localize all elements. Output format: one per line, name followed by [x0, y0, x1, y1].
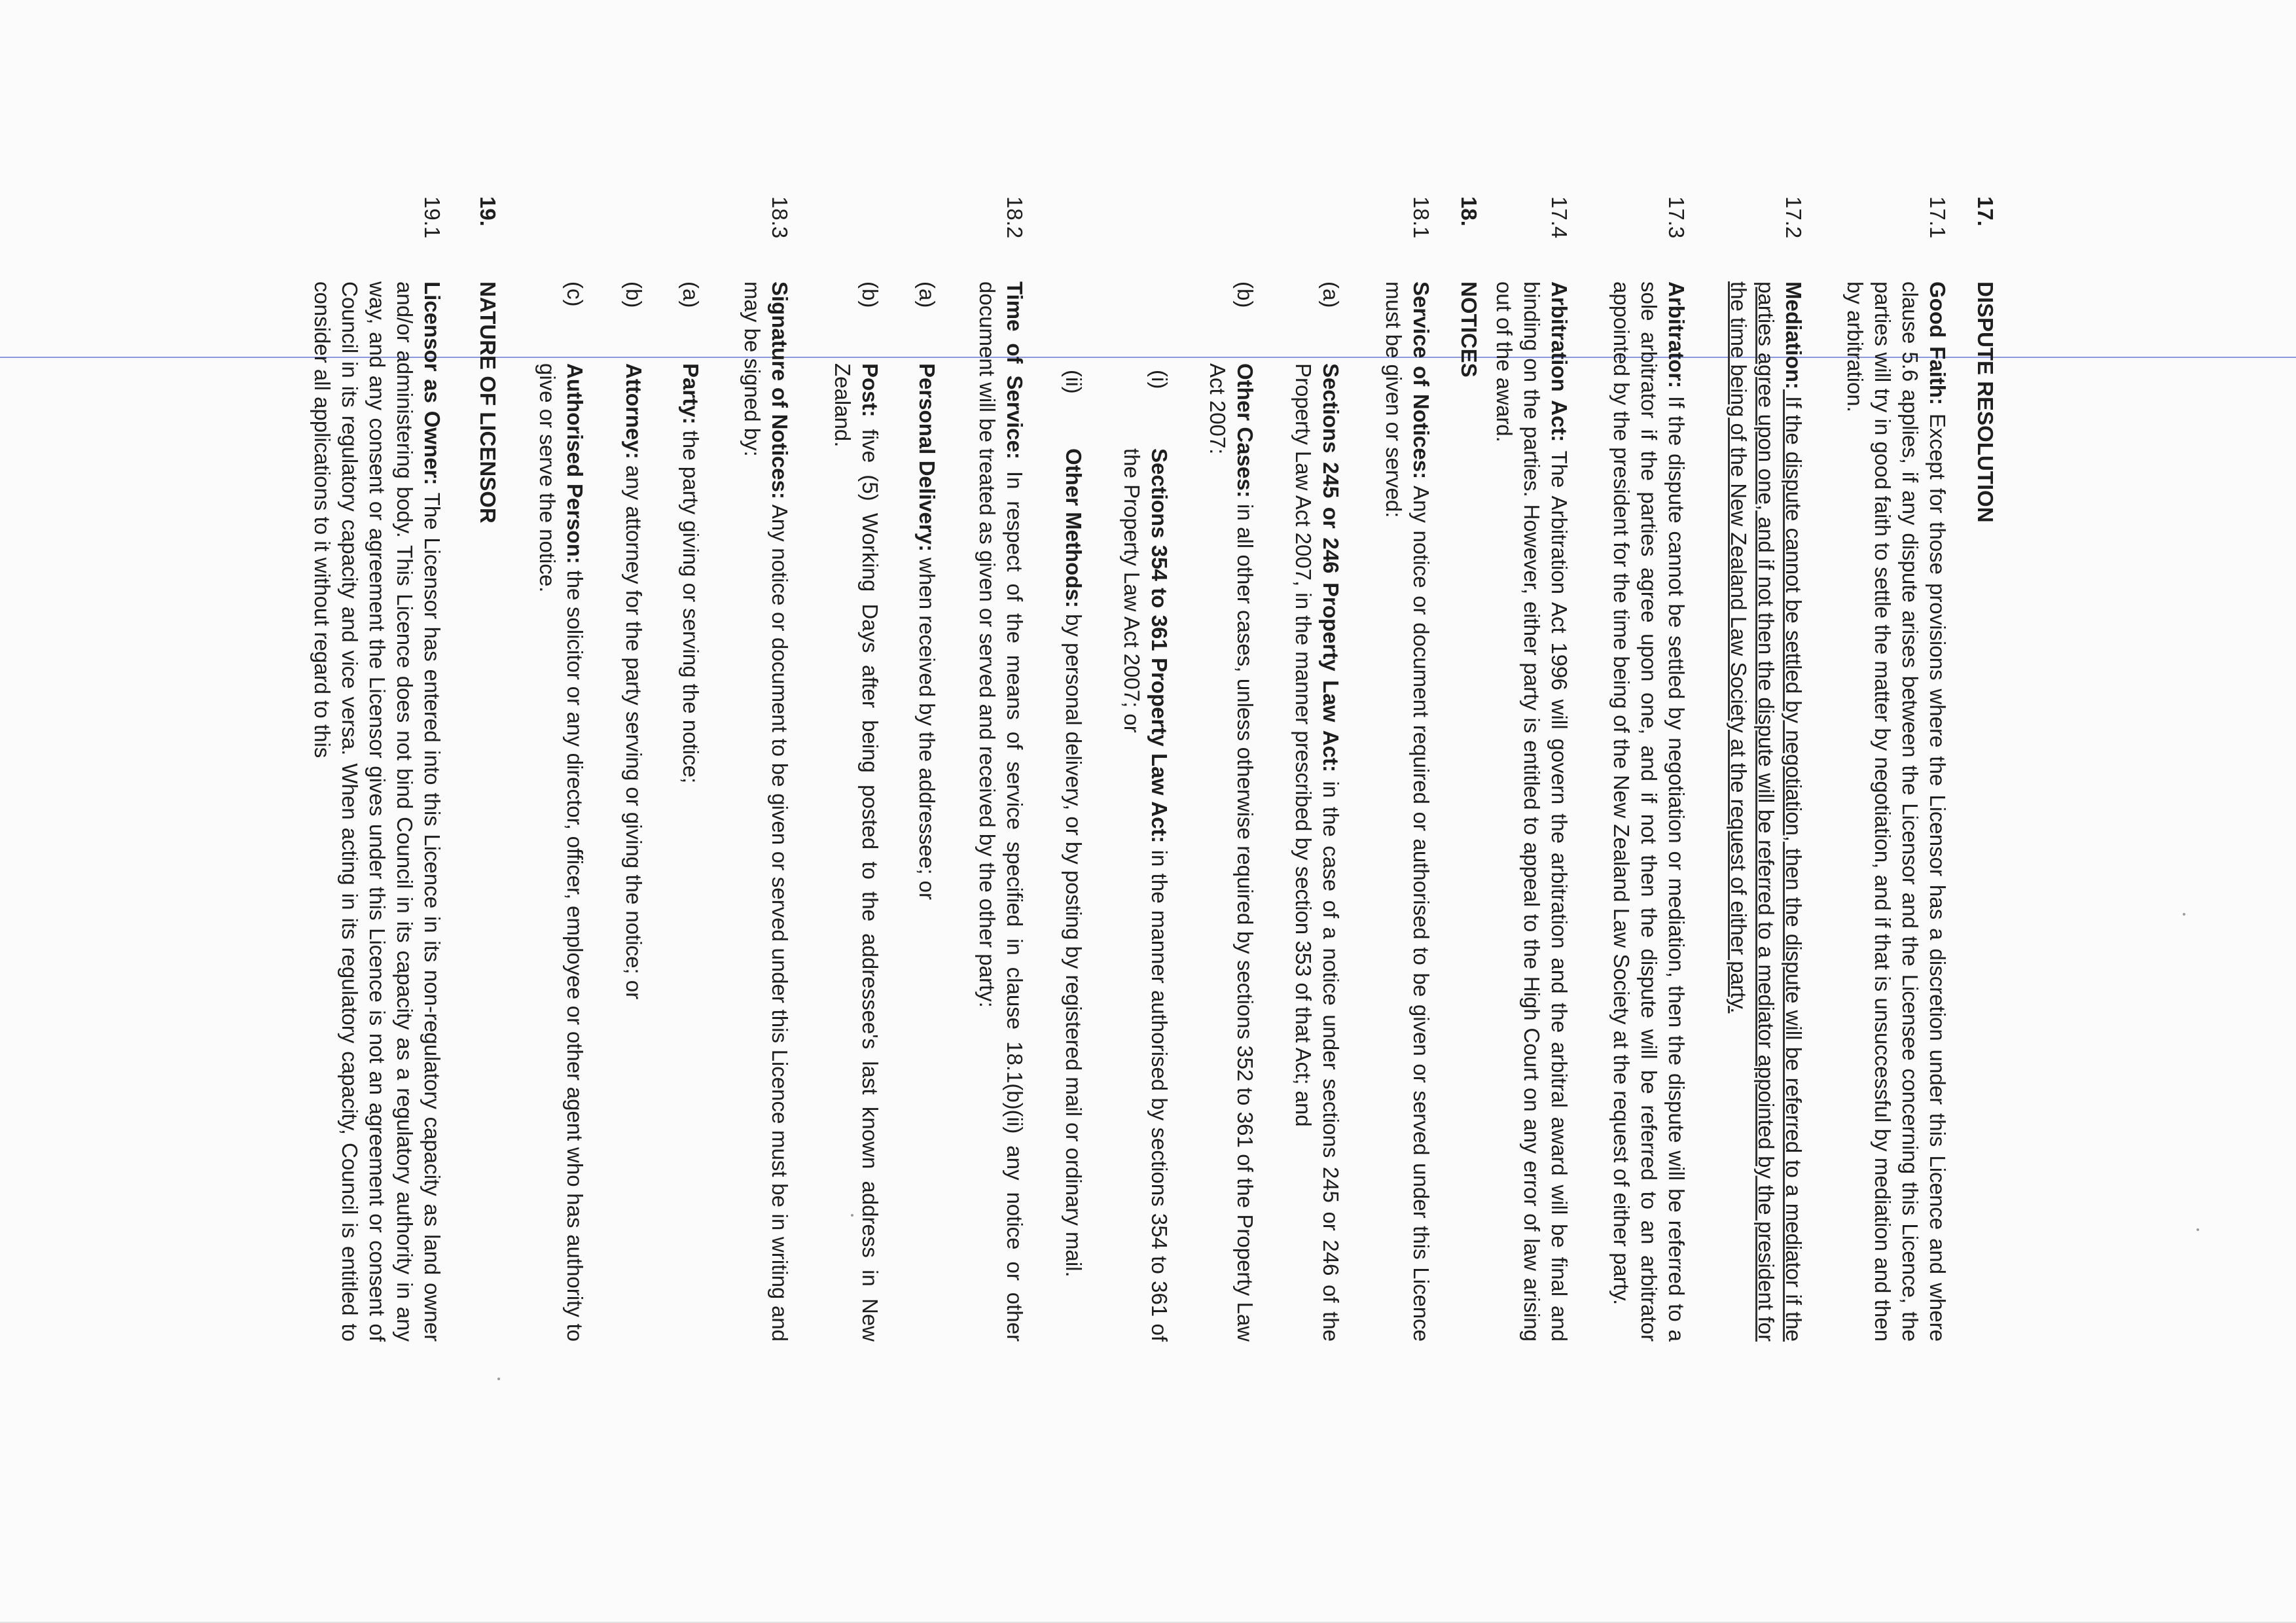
clause-term: Attorney: — [622, 363, 646, 459]
clause-number: (b) — [622, 281, 646, 308]
clause-number: 18.2 — [1003, 196, 1027, 239]
clause-body: The Licensor has entered into this Licence in its non-regulatory capacity as land owner and/or administering body. This Licence does not bind Council in its capacity as a regulatory authority in any way, and any consent or agreement the Licensor gives under this Licence is not an agreement or consent of Council in its regulatory capacity and vice versa. When acting in its regulatory capacity, Council is entitled to consider all applications to it without regard to this — [310, 281, 444, 1342]
clause-number: (a) — [915, 281, 939, 308]
clause-term: Arbitrator: — [1664, 281, 1689, 389]
clause-body: five (5) Working Days after being posted to the addressee's last known address in New Zealand. — [831, 363, 882, 1342]
scan-speck — [2183, 913, 2185, 916]
clause-number: 17.2 — [1782, 196, 1806, 239]
clause-term: Good Faith: — [1926, 281, 1950, 405]
section-number: 18. — [1457, 196, 1481, 226]
clause-text — [1289, 363, 1344, 1342]
clause-body: when received by the addressee; or — [915, 551, 939, 900]
clause-number: (a) — [1319, 281, 1343, 308]
clause-term: Time of Service: — [1003, 281, 1027, 459]
clause-text — [533, 363, 588, 1342]
rotated-document-page — [192, 196, 1999, 1361]
clause-term: Signature of Notices: — [768, 281, 792, 499]
clause-body: the solicitor or any director, officer, employee or other agent who has authority to give or serve the notice. — [535, 363, 587, 1342]
clause-body: The Arbitration Act 1996 will govern the arbitration and the arbitral award will be final and binding on the parties. However, either party is entitled to appeal to the High Court on any error of law arising out of the award. — [1492, 281, 1571, 1342]
clause-term: Personal Delivery: — [915, 363, 939, 552]
clause-body: the party giving or serving the notice; — [679, 424, 703, 784]
clause-number: 17.4 — [1547, 196, 1571, 239]
clause-body: Any notice or document required or authorised to be given or served under this Licence must be given or served: — [1382, 281, 1433, 1342]
clause-text — [738, 281, 793, 1342]
clause-body: in the manner authorised by sections 354 to 361 of the Property Law Act 2007; or — [1120, 448, 1172, 1342]
clause-term: Authorised Person: — [563, 363, 587, 564]
clause-text — [829, 363, 884, 1342]
clause-term: Service of Notices: — [1409, 281, 1433, 480]
clause-term: Other Methods: — [1062, 448, 1086, 608]
clause-text — [677, 363, 704, 1342]
scan-speck — [2197, 1228, 2199, 1231]
clause-term: Post: — [858, 363, 882, 418]
clause-text — [1841, 281, 1951, 1342]
clause-body: In respect of the means of service specified in clause 18.1(b)(ii) any notice or other document will be treated as given or served and received by the other party: — [975, 281, 1027, 1342]
clause-body: any attorney for the party serving or giving the notice; or — [622, 459, 646, 1000]
clause-term: Sections 354 to 361 Property Law Act: — [1147, 448, 1172, 844]
section-title: NATURE OF LICENSOR — [476, 281, 500, 524]
clause-text — [1607, 281, 1690, 1342]
section-title: NOTICES — [1457, 281, 1481, 378]
clause-number: (ii) — [1062, 370, 1086, 394]
clause-number: (b) — [1233, 281, 1257, 308]
clause-number: (i) — [1147, 370, 1172, 389]
clause-body: in the case of a notice under sections 245 or 246 of the Property Law Act 2007, in the manner prescribed by section 353 of that Act; and — [1291, 363, 1343, 1342]
clause-text — [308, 281, 446, 1342]
clause-text — [1380, 281, 1435, 1342]
clause-text — [1060, 448, 1087, 1342]
clause-body: Any notice or document to be given or served under this Licence must be in writing and may be signed by: — [740, 281, 792, 1342]
clause-term: Licensor as Owner: — [420, 281, 444, 486]
clause-number: (a) — [679, 281, 703, 308]
section-number: 17. — [1973, 196, 1998, 226]
clause-text — [1725, 281, 1807, 1342]
clause-number: (c) — [563, 281, 587, 307]
clause-text — [620, 363, 647, 1342]
clause-number: 19.1 — [420, 196, 444, 239]
clause-text — [1118, 448, 1173, 1342]
clause-number: (b) — [858, 281, 882, 308]
clause-body: in all other cases, unless otherwise required by sections 352 to 361 of the Property Law Act 2007: — [1206, 363, 1257, 1342]
section-title: DISPUTE RESOLUTION — [1973, 281, 1998, 523]
clause-number: 18.3 — [768, 196, 792, 239]
clause-number: 17.3 — [1664, 196, 1689, 239]
clause-term: Arbitration Act: — [1547, 281, 1571, 442]
clause-term: Mediation: — [1782, 281, 1806, 389]
section-number: 19. — [476, 196, 500, 226]
clause-number: 17.1 — [1926, 196, 1950, 239]
clause-body: If the dispute cannot be settled by negotiation or mediation, then the dispute will be referred to a sole arbitrator if the parties agree upon one, and if not then the dispute will be referred to an arbitrator appointed by the president for the time being of the New Zealand Law Society at the request of either party. — [1609, 281, 1689, 1342]
clause-text — [1204, 363, 1259, 1342]
clause-body: If the dispute cannot be settled by negotiation, then the dispute will be referred to a mediator if the parties agree upon one, and if not then the dispute will be referred to a mediator appointed by the president for the time being of the New Zealand Law Society at the request of either party. — [1727, 281, 1806, 1342]
scan-speck — [851, 1214, 853, 1217]
clause-text — [913, 363, 941, 1342]
clause-term: Other Cases: — [1233, 363, 1257, 498]
clause-text — [1490, 281, 1573, 1342]
clause-term: Sections 245 or 246 Property Law Act: — [1319, 363, 1343, 772]
clause-body: Except for those provisions where the Licensor has a discretion under this Licence and where clause 5.6 applies, if any dispute arises between the Licensor and the Licensee concerning this Licence, the parties will try in good faith to settle the matter by negotiation, and if that is unsuccessful by mediation and then by arbitration. — [1843, 281, 1950, 1342]
clause-term: Party: — [679, 363, 703, 425]
clause-number: 18.1 — [1409, 196, 1433, 239]
scan-speck — [497, 1378, 500, 1380]
clause-text — [973, 281, 1028, 1342]
clause-body: by personal delivery, or by posting by registered mail or ordinary mail. — [1062, 607, 1086, 1277]
